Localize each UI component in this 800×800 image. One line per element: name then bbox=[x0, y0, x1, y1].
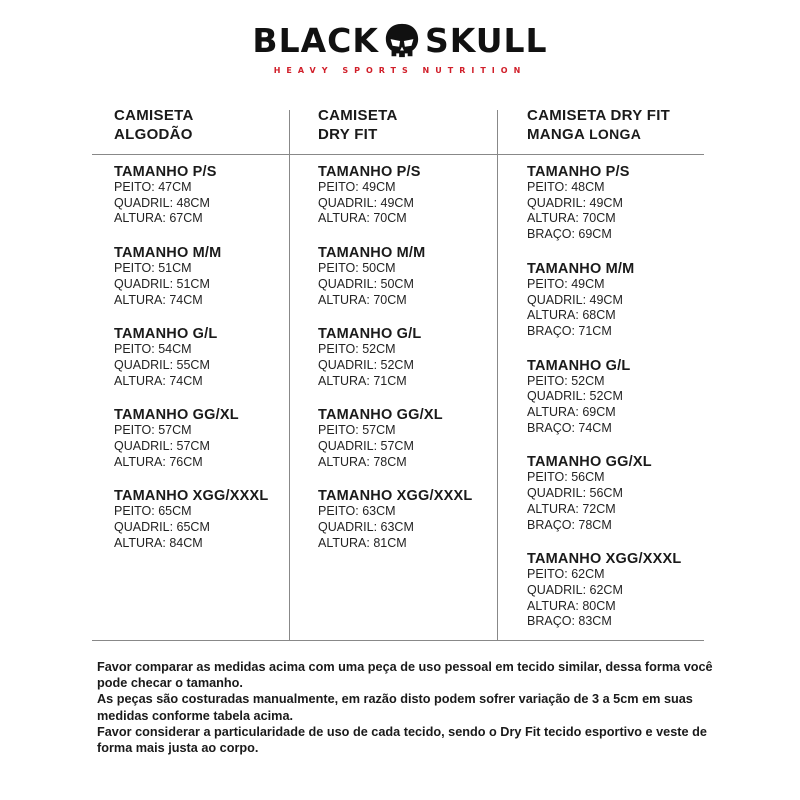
measurement: QUADRIL: 49CM bbox=[527, 195, 623, 210]
measurement: ALTURA: 70CM bbox=[318, 292, 407, 307]
brand-name-right: SKULL bbox=[424, 21, 548, 60]
measurement: ALTURA: 74CM bbox=[114, 373, 203, 388]
size-title: TAMANHO GG/XL bbox=[527, 454, 652, 471]
size-title: TAMANHO G/L bbox=[318, 326, 422, 343]
size-list bbox=[114, 164, 268, 552]
column-divider bbox=[289, 110, 290, 641]
measurement: PEITO: 50CM bbox=[318, 261, 396, 276]
measurement: QUADRIL: 57CM bbox=[114, 439, 210, 454]
column-heading bbox=[318, 106, 398, 144]
size-title: TAMANHO XGG/XXXL bbox=[114, 488, 269, 505]
measurement: ALTURA: 70CM bbox=[318, 211, 407, 226]
heading-word: MANGA bbox=[527, 126, 585, 143]
column-divider bbox=[497, 110, 498, 641]
measurement: ALTURA: 74CM bbox=[114, 292, 203, 307]
measurement: PEITO: 52CM bbox=[318, 342, 396, 357]
measurement: QUADRIL: 62CM bbox=[527, 582, 623, 597]
measurement: ALTURA: 69CM bbox=[527, 405, 616, 420]
measurement: ALTURA: 67CM bbox=[114, 211, 203, 226]
measurement: QUADRIL: 52CM bbox=[527, 389, 623, 404]
size-block bbox=[527, 551, 681, 630]
measurement: QUADRIL: 51CM bbox=[114, 276, 210, 291]
measurement: ALTURA: 81CM bbox=[318, 535, 407, 550]
measurement: QUADRIL: 52CM bbox=[318, 357, 414, 372]
measurement: ALTURA: 78CM bbox=[318, 454, 407, 469]
size-block bbox=[318, 488, 472, 551]
measurement: BRAÇO: 69CM bbox=[527, 227, 612, 242]
heading-line: CAMISETA bbox=[114, 107, 194, 124]
measurement: QUADRIL: 49CM bbox=[318, 195, 414, 210]
measurement: BRAÇO: 71CM bbox=[527, 323, 612, 338]
measurement: ALTURA: 70CM bbox=[527, 211, 616, 226]
measurement: QUADRIL: 56CM bbox=[527, 486, 623, 501]
size-block bbox=[527, 358, 681, 437]
brand-name-left: BLACK bbox=[252, 21, 379, 60]
measurement: PEITO: 63CM bbox=[318, 504, 396, 519]
size-title: TAMANHO M/M bbox=[527, 260, 635, 277]
size-block bbox=[318, 164, 472, 227]
size-block bbox=[318, 245, 472, 308]
measurement: PEITO: 51CM bbox=[114, 261, 192, 276]
measurement: PEITO: 57CM bbox=[318, 423, 396, 438]
measurement: ALTURA: 68CM bbox=[527, 308, 616, 323]
measurement: PEITO: 52CM bbox=[527, 373, 605, 388]
measurement: PEITO: 48CM bbox=[527, 180, 605, 194]
size-block bbox=[114, 407, 268, 470]
heading-line: CAMISETA DRY FIT bbox=[527, 107, 671, 124]
note-paragraph: Favor comparar as medidas acima com uma peça de uso pessoal em tecido similar, dessa forma você pode checar o tamanho. bbox=[97, 660, 713, 691]
measurement: QUADRIL: 50CM bbox=[318, 276, 414, 291]
measurement: PEITO: 57CM bbox=[114, 423, 192, 438]
measurement: PEITO: 49CM bbox=[527, 276, 605, 291]
measurement: PEITO: 49CM bbox=[318, 180, 396, 194]
size-title: TAMANHO P/S bbox=[527, 164, 630, 180]
heading-line: DRY FIT bbox=[318, 126, 378, 143]
measurement: QUADRIL: 49CM bbox=[527, 292, 623, 307]
measurement: QUADRIL: 65CM bbox=[114, 520, 210, 535]
size-block bbox=[114, 488, 268, 551]
measurement: PEITO: 47CM bbox=[114, 180, 192, 194]
size-list bbox=[318, 164, 472, 552]
measurement: QUADRIL: 48CM bbox=[114, 195, 210, 210]
sizing-notes bbox=[97, 659, 717, 756]
heading-line: ALGODÃO bbox=[114, 126, 193, 143]
measurement: BRAÇO: 83CM bbox=[527, 614, 612, 629]
measurement: PEITO: 54CM bbox=[114, 342, 192, 357]
heading-line bbox=[527, 125, 670, 144]
measurement: ALTURA: 71CM bbox=[318, 373, 407, 388]
measurement: QUADRIL: 55CM bbox=[114, 357, 210, 372]
measurement: PEITO: 62CM bbox=[527, 567, 605, 582]
measurement: ALTURA: 72CM bbox=[527, 501, 616, 516]
size-title: TAMANHO XGG/XXXL bbox=[527, 551, 682, 568]
measurement: QUADRIL: 63CM bbox=[318, 520, 414, 535]
size-title: TAMANHO M/M bbox=[318, 245, 426, 262]
size-title: TAMANHO XGG/XXXL bbox=[318, 488, 473, 505]
size-block bbox=[527, 261, 681, 340]
measurement: PEITO: 65CM bbox=[114, 504, 192, 519]
size-block bbox=[527, 454, 681, 533]
size-title: TAMANHO M/M bbox=[114, 245, 222, 262]
size-table bbox=[92, 106, 704, 641]
column-heading bbox=[527, 106, 670, 144]
size-block bbox=[114, 164, 268, 227]
measurement: BRAÇO: 78CM bbox=[527, 517, 612, 532]
measurement: PEITO: 56CM bbox=[527, 470, 605, 485]
measurement: QUADRIL: 57CM bbox=[318, 439, 414, 454]
heading-word: LONGA bbox=[589, 126, 642, 142]
size-title: TAMANHO G/L bbox=[114, 326, 218, 343]
brand-logo bbox=[0, 22, 800, 75]
size-title: TAMANHO G/L bbox=[527, 357, 631, 374]
size-block bbox=[318, 407, 472, 470]
brand-tagline: HEAVY SPORTS NUTRITION bbox=[273, 66, 527, 75]
note-paragraph: As peças são costuradas manualmente, em razão disto podem sofrer variação de 3 a 5cm em suas medidas conforme tabela acima. bbox=[97, 692, 693, 723]
table-bottom-border bbox=[92, 640, 704, 641]
size-title: TAMANHO P/S bbox=[114, 164, 217, 180]
header-divider bbox=[92, 154, 704, 155]
skull-icon bbox=[383, 22, 421, 60]
size-list bbox=[527, 164, 681, 630]
note-paragraph: Favor considerar a particularidade de uso de cada tecido, sendo o Dry Fit tecido esportivo e veste de forma mais justa ao corpo. bbox=[97, 724, 707, 756]
size-title: TAMANHO GG/XL bbox=[318, 407, 443, 424]
measurement: ALTURA: 80CM bbox=[527, 598, 616, 613]
size-title: TAMANHO GG/XL bbox=[114, 407, 239, 424]
measurement: ALTURA: 76CM bbox=[114, 454, 203, 469]
size-block bbox=[114, 245, 268, 308]
size-title: TAMANHO P/S bbox=[318, 164, 421, 180]
column-heading bbox=[114, 106, 194, 144]
size-block bbox=[527, 164, 681, 243]
size-block bbox=[318, 326, 472, 389]
measurement: ALTURA: 84CM bbox=[114, 535, 203, 550]
size-block bbox=[114, 326, 268, 389]
measurement: BRAÇO: 74CM bbox=[527, 420, 612, 435]
heading-line: CAMISETA bbox=[318, 107, 398, 124]
